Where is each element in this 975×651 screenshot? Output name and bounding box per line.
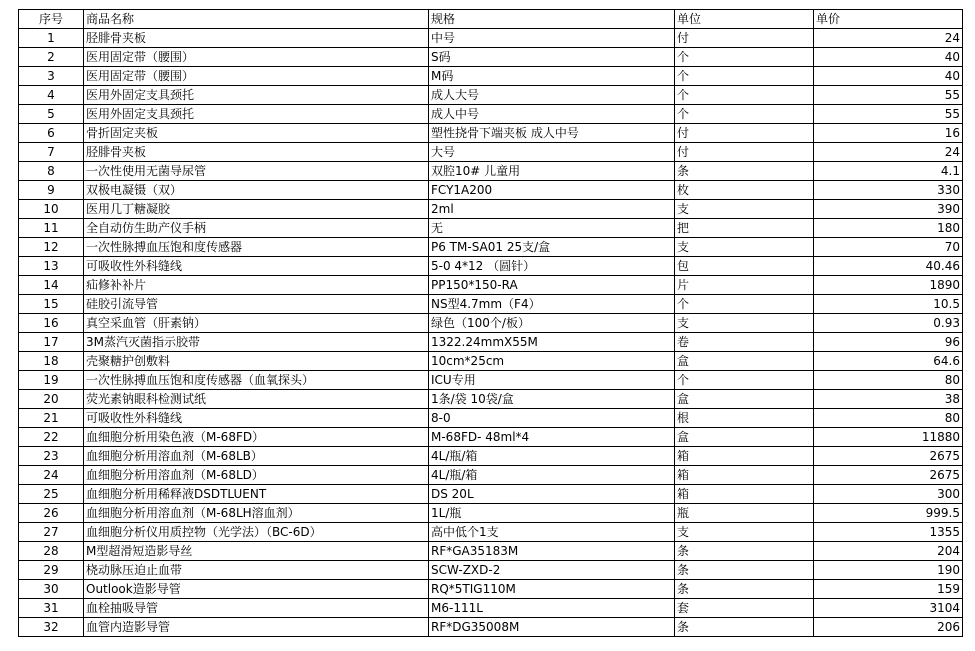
cell-name[interactable]: 一次性脉搏血压饱和度传感器（血氧探头） [84, 371, 429, 390]
cell-spec[interactable]: 绿色（100个/板） [429, 314, 675, 333]
cell-index[interactable]: 17 [19, 333, 84, 352]
cell-index[interactable]: 6 [19, 124, 84, 143]
cell-spec[interactable]: M6-111L [429, 599, 675, 618]
cell-index[interactable]: 23 [19, 447, 84, 466]
cell-name[interactable]: 硅胶引流导管 [84, 295, 429, 314]
cell-price[interactable]: 64.6 [814, 352, 963, 371]
cell-index[interactable]: 15 [19, 295, 84, 314]
cell-name[interactable]: 骨折固定夹板 [84, 124, 429, 143]
cell-unit[interactable]: 个 [675, 371, 814, 390]
cell-unit[interactable]: 付 [675, 29, 814, 48]
cell-index[interactable]: 20 [19, 390, 84, 409]
cell-unit[interactable]: 支 [675, 523, 814, 542]
cell-spec[interactable]: 2ml [429, 200, 675, 219]
cell-name[interactable]: 疝修补补片 [84, 276, 429, 295]
cell-name[interactable]: 荧光素钠眼科检测试纸 [84, 390, 429, 409]
table-row [19, 295, 963, 314]
table-row [19, 86, 963, 105]
cell-unit[interactable]: 箱 [675, 466, 814, 485]
table-row [19, 618, 963, 637]
cell-price[interactable]: 1890 [814, 276, 963, 295]
cell-unit[interactable]: 个 [675, 295, 814, 314]
cell-index[interactable]: 1 [19, 29, 84, 48]
table-row [19, 276, 963, 295]
table-row [19, 352, 963, 371]
header-spec[interactable]: 规格 [429, 10, 675, 29]
table-row [19, 124, 963, 143]
cell-unit[interactable]: 个 [675, 86, 814, 105]
cell-name[interactable]: 真空采血管（肝素钠） [84, 314, 429, 333]
cell-name[interactable]: 一次性使用无菌导尿管 [84, 162, 429, 181]
cell-price[interactable]: 159 [814, 580, 963, 599]
cell-name[interactable]: 壳聚糖护创敷料 [84, 352, 429, 371]
table-row [19, 390, 963, 409]
cell-spec[interactable]: 4L/瓶/箱 [429, 466, 675, 485]
cell-unit[interactable]: 付 [675, 143, 814, 162]
cell-price[interactable]: 80 [814, 409, 963, 428]
table-row [19, 143, 963, 162]
cell-price[interactable]: 2675 [814, 466, 963, 485]
cell-price[interactable]: 16 [814, 124, 963, 143]
header-unit[interactable]: 单位 [675, 10, 814, 29]
cell-price[interactable]: 999.5 [814, 504, 963, 523]
cell-unit[interactable]: 条 [675, 561, 814, 580]
cell-unit[interactable]: 条 [675, 618, 814, 637]
cell-spec[interactable]: 无 [429, 219, 675, 238]
cell-price[interactable]: 3104 [814, 599, 963, 618]
cell-name[interactable]: 一次性脉搏血压饱和度传感器 [84, 238, 429, 257]
cell-spec[interactable]: 1条/袋 10袋/盒 [429, 390, 675, 409]
cell-spec[interactable]: P6 TM-SA01 25支/盒 [429, 238, 675, 257]
cell-index[interactable]: 11 [19, 219, 84, 238]
cell-index[interactable]: 32 [19, 618, 84, 637]
table-row [19, 200, 963, 219]
table-row [19, 257, 963, 276]
cell-name[interactable]: 血管内造影导管 [84, 618, 429, 637]
cell-price[interactable]: 80 [814, 371, 963, 390]
table-row [19, 447, 963, 466]
cell-spec[interactable]: ICU专用 [429, 371, 675, 390]
cell-price[interactable]: 2675 [814, 447, 963, 466]
cell-index[interactable]: 30 [19, 580, 84, 599]
table-row [19, 485, 963, 504]
cell-name[interactable]: 胫腓骨夹板 [84, 143, 429, 162]
table-row [19, 105, 963, 124]
table-row [19, 67, 963, 86]
cell-spec[interactable]: NS型4.7mm（F4） [429, 295, 675, 314]
cell-name[interactable]: 医用外固定支具颈托 [84, 105, 429, 124]
cell-index[interactable]: 25 [19, 485, 84, 504]
cell-spec[interactable]: 成人中号 [429, 105, 675, 124]
cell-spec[interactable]: 1L/瓶 [429, 504, 675, 523]
cell-name[interactable]: 血细胞分析用染色液（M-68FD） [84, 428, 429, 447]
cell-spec[interactable]: M码 [429, 67, 675, 86]
cell-index[interactable]: 13 [19, 257, 84, 276]
cell-spec[interactable]: 5-0 4*12 （圆针） [429, 257, 675, 276]
cell-index[interactable]: 5 [19, 105, 84, 124]
cell-index[interactable]: 2 [19, 48, 84, 67]
table-row [19, 561, 963, 580]
table-row [19, 29, 963, 48]
table-row [19, 504, 963, 523]
cell-unit[interactable]: 条 [675, 162, 814, 181]
product-price-table [18, 9, 963, 637]
cell-index[interactable]: 19 [19, 371, 84, 390]
cell-spec[interactable]: M-68FD- 48ml*4 [429, 428, 675, 447]
cell-spec[interactable]: RF*DG35008M [429, 618, 675, 637]
cell-spec[interactable]: S码 [429, 48, 675, 67]
cell-spec[interactable]: 高中低个1支 [429, 523, 675, 542]
table-row [19, 333, 963, 352]
cell-name[interactable]: 血细胞分析用稀释液DSDTLUENT [84, 485, 429, 504]
cell-name[interactable]: 医用固定带（腰围） [84, 48, 429, 67]
cell-price[interactable]: 24 [814, 143, 963, 162]
cell-name[interactable]: 血细胞分析仪用质控物（光学法）（BC-6D） [84, 523, 429, 542]
cell-price[interactable]: 96 [814, 333, 963, 352]
cell-index[interactable]: 31 [19, 599, 84, 618]
cell-unit[interactable]: 套 [675, 599, 814, 618]
cell-price[interactable]: 0.93 [814, 314, 963, 333]
cell-index[interactable]: 7 [19, 143, 84, 162]
cell-index[interactable]: 3 [19, 67, 84, 86]
cell-unit[interactable]: 瓶 [675, 504, 814, 523]
cell-unit[interactable]: 包 [675, 257, 814, 276]
table-row [19, 371, 963, 390]
table-row [19, 580, 963, 599]
cell-index[interactable]: 10 [19, 200, 84, 219]
cell-spec[interactable]: 中号 [429, 29, 675, 48]
header-price[interactable]: 单价 [814, 10, 963, 29]
cell-spec[interactable]: RF*GA35183M [429, 542, 675, 561]
cell-name[interactable]: 血栓抽吸导管 [84, 599, 429, 618]
table-header-row [19, 10, 963, 29]
cell-name[interactable]: 血细胞分析用溶血剂（M-68LH溶血剂） [84, 504, 429, 523]
cell-unit[interactable]: 付 [675, 124, 814, 143]
cell-unit[interactable]: 支 [675, 200, 814, 219]
table-row [19, 314, 963, 333]
table-row [19, 219, 963, 238]
cell-name[interactable]: 医用几丁糖凝胶 [84, 200, 429, 219]
cell-index[interactable]: 28 [19, 542, 84, 561]
cell-name[interactable]: 可吸收性外科缝线 [84, 257, 429, 276]
cell-price[interactable]: 55 [814, 86, 963, 105]
cell-index[interactable]: 26 [19, 504, 84, 523]
cell-price[interactable]: 10.5 [814, 295, 963, 314]
cell-spec[interactable]: PP150*150-RA [429, 276, 675, 295]
cell-index[interactable]: 18 [19, 352, 84, 371]
table-row [19, 238, 963, 257]
cell-unit[interactable]: 盒 [675, 428, 814, 447]
cell-price[interactable]: 40.46 [814, 257, 963, 276]
table-row [19, 48, 963, 67]
cell-unit[interactable]: 把 [675, 219, 814, 238]
cell-name[interactable]: 双极电凝镊（双） [84, 181, 429, 200]
header-name[interactable]: 商品名称 [84, 10, 429, 29]
cell-price[interactable]: 40 [814, 48, 963, 67]
cell-unit[interactable]: 片 [675, 276, 814, 295]
cell-spec[interactable]: SCW-ZXD-2 [429, 561, 675, 580]
cell-price[interactable]: 4.1 [814, 162, 963, 181]
cell-price[interactable]: 180 [814, 219, 963, 238]
cell-price[interactable]: 330 [814, 181, 963, 200]
cell-name[interactable]: 胫腓骨夹板 [84, 29, 429, 48]
cell-price[interactable]: 55 [814, 105, 963, 124]
cell-unit[interactable]: 箱 [675, 485, 814, 504]
cell-index[interactable]: 4 [19, 86, 84, 105]
table-row [19, 542, 963, 561]
cell-unit[interactable]: 个 [675, 67, 814, 86]
cell-index[interactable]: 21 [19, 409, 84, 428]
cell-price[interactable]: 1355 [814, 523, 963, 542]
table-row [19, 523, 963, 542]
cell-name[interactable]: 可吸收性外科缝线 [84, 409, 429, 428]
cell-index[interactable]: 22 [19, 428, 84, 447]
table-row [19, 181, 963, 200]
cell-unit[interactable]: 盒 [675, 390, 814, 409]
cell-spec[interactable]: 10cm*25cm [429, 352, 675, 371]
table-row [19, 409, 963, 428]
cell-index[interactable]: 9 [19, 181, 84, 200]
cell-spec[interactable]: 塑性挠骨下端夹板 成人中号 [429, 124, 675, 143]
cell-name[interactable]: Outlook造影导管 [84, 580, 429, 599]
cell-spec[interactable]: 大号 [429, 143, 675, 162]
cell-name[interactable]: 全自动仿生助产仪手柄 [84, 219, 429, 238]
cell-index[interactable]: 27 [19, 523, 84, 542]
cell-index[interactable]: 14 [19, 276, 84, 295]
cell-unit[interactable]: 支 [675, 238, 814, 257]
cell-unit[interactable]: 盒 [675, 352, 814, 371]
cell-index[interactable]: 16 [19, 314, 84, 333]
table-row [19, 466, 963, 485]
cell-name[interactable]: 3M蒸汽灭菌指示胶带 [84, 333, 429, 352]
cell-spec[interactable]: 1322.24mmX55M [429, 333, 675, 352]
table-row [19, 428, 963, 447]
cell-price[interactable]: 70 [814, 238, 963, 257]
cell-price[interactable]: 190 [814, 561, 963, 580]
cell-price[interactable]: 206 [814, 618, 963, 637]
cell-price[interactable]: 24 [814, 29, 963, 48]
cell-spec[interactable]: FCY1A200 [429, 181, 675, 200]
cell-index[interactable]: 29 [19, 561, 84, 580]
cell-name[interactable]: 医用外固定支具颈托 [84, 86, 429, 105]
cell-unit[interactable]: 箱 [675, 447, 814, 466]
cell-price[interactable]: 40 [814, 67, 963, 86]
cell-spec[interactable]: 双腔10# 儿童用 [429, 162, 675, 181]
cell-name[interactable]: 医用固定带（腰围） [84, 67, 429, 86]
header-index[interactable]: 序号 [19, 10, 84, 29]
cell-name[interactable]: M型超滑短造影导丝 [84, 542, 429, 561]
cell-unit[interactable]: 根 [675, 409, 814, 428]
cell-spec[interactable]: 8-0 [429, 409, 675, 428]
cell-unit[interactable]: 枚 [675, 181, 814, 200]
cell-name[interactable]: 血细胞分析用溶血剂（M-68LB） [84, 447, 429, 466]
cell-index[interactable]: 12 [19, 238, 84, 257]
table-row [19, 599, 963, 618]
cell-name[interactable]: 血细胞分析用溶血剂（M-68LD） [84, 466, 429, 485]
cell-unit[interactable]: 卷 [675, 333, 814, 352]
cell-unit[interactable]: 条 [675, 580, 814, 599]
cell-unit[interactable]: 个 [675, 105, 814, 124]
cell-spec[interactable]: 成人大号 [429, 86, 675, 105]
cell-unit[interactable]: 条 [675, 542, 814, 561]
cell-unit[interactable]: 支 [675, 314, 814, 333]
table-row [19, 162, 963, 181]
cell-spec[interactable]: 4L/瓶/箱 [429, 447, 675, 466]
cell-price[interactable]: 390 [814, 200, 963, 219]
cell-spec[interactable]: DS 20L [429, 485, 675, 504]
cell-name[interactable]: 桡动脉压迫止血带 [84, 561, 429, 580]
cell-unit[interactable]: 个 [675, 48, 814, 67]
cell-index[interactable]: 8 [19, 162, 84, 181]
cell-spec[interactable]: RQ*5TIG110M [429, 580, 675, 599]
cell-price[interactable]: 204 [814, 542, 963, 561]
cell-index[interactable]: 24 [19, 466, 84, 485]
cell-price[interactable]: 11880 [814, 428, 963, 447]
cell-price[interactable]: 38 [814, 390, 963, 409]
cell-price[interactable]: 300 [814, 485, 963, 504]
